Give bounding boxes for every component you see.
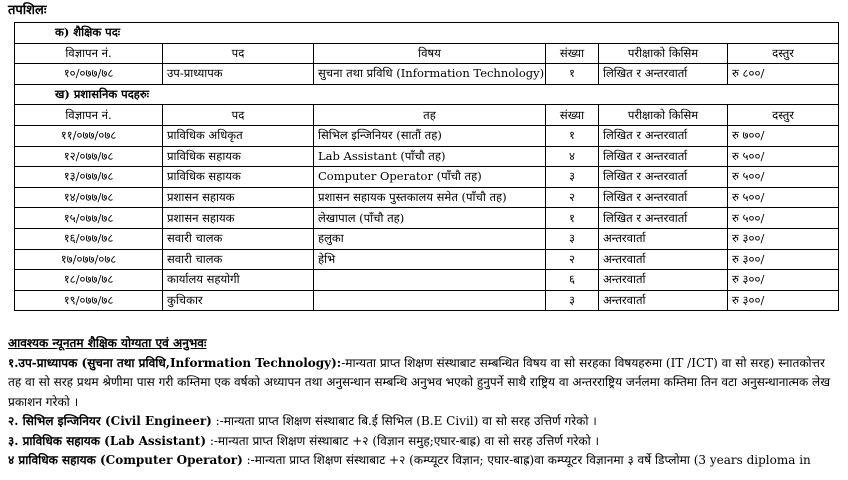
table-row bbox=[15, 228, 839, 249]
table-row bbox=[15, 187, 839, 208]
qualification-item bbox=[8, 412, 840, 432]
table-cell: १३/०७७/७८ bbox=[15, 167, 163, 188]
qualifications-title: आवश्यक न्यूनतम शैक्षिक योग्यता एवं अनुभवः bbox=[8, 336, 207, 350]
table-header-row bbox=[15, 105, 839, 126]
qualification-text: :-मान्यता प्राप्त शिक्षण संस्थाबाट +२ (कम्प्यूटर विज्ञान; एघार-बाह्र)वा कम्प्यूटर विज्ञानमा ३ वर्षे डिप्लोमा (3 years diploma in bbox=[242, 453, 811, 467]
table-cell: ३ bbox=[546, 228, 599, 249]
table-cell: विषय bbox=[314, 43, 546, 64]
qualification-label: ४ प्राविधिक सहायक (Computer Operator) bbox=[8, 453, 243, 467]
table-row bbox=[15, 208, 839, 229]
table-cell: २ bbox=[546, 187, 599, 208]
table-cell: लिखित र अन्तरवार्ता bbox=[599, 187, 728, 208]
table-cell: १४/०७७/७८ bbox=[15, 187, 163, 208]
table-cell: लिखित र अन्तरवार्ता bbox=[599, 167, 728, 188]
table-cell: २ bbox=[546, 249, 599, 270]
table-cell: प्राविधिक सहायक bbox=[163, 167, 314, 188]
table-cell: अन्तरवार्ता bbox=[599, 228, 728, 249]
table-cell: १७/०७७/०७८ bbox=[15, 249, 163, 270]
table-cell: रु ३००/ bbox=[728, 249, 839, 270]
qualification-item bbox=[8, 354, 840, 413]
table-cell: ६ bbox=[546, 270, 599, 291]
table-cell: रु ५००/ bbox=[728, 146, 839, 167]
table-cell: प्रशासन सहायक bbox=[163, 208, 314, 229]
table-row bbox=[15, 125, 839, 146]
section-title-row bbox=[15, 84, 839, 105]
table-cell: ११/०७७/०७८ bbox=[15, 125, 163, 146]
table-cell: १५/०७७/७८ bbox=[15, 208, 163, 229]
qualification-item bbox=[8, 451, 840, 471]
table-cell bbox=[314, 290, 546, 311]
table-cell: अन्तरवार्ता bbox=[599, 270, 728, 291]
table-cell: रु ५००/ bbox=[728, 208, 839, 229]
table-cell: अन्तरवार्ता bbox=[599, 290, 728, 311]
table-cell: विज्ञापन नं. bbox=[15, 105, 163, 126]
table-cell bbox=[314, 270, 546, 291]
table-cell: तह bbox=[314, 105, 546, 126]
table-cell: लेखापाल (पाँचौ तह) bbox=[314, 208, 546, 229]
table-row bbox=[15, 167, 839, 188]
section-title: क) शैक्षिक पदः bbox=[15, 23, 839, 44]
table-cell: कार्यालय सहयोगी bbox=[163, 270, 314, 291]
table-cell: लिखित र अन्तरवार्ता bbox=[599, 208, 728, 229]
table-cell: १८/०७७/७८ bbox=[15, 270, 163, 291]
table-cell: रु ३००/ bbox=[728, 290, 839, 311]
table-cell: १६/०७७/७८ bbox=[15, 228, 163, 249]
table-cell: प्राविधिक अधिकृत bbox=[163, 125, 314, 146]
table-cell: रु ७००/ bbox=[728, 125, 839, 146]
table-cell: रु ३००/ bbox=[728, 228, 839, 249]
table-cell: रु ५००/ bbox=[728, 167, 839, 188]
qualification-text: :-मान्यता प्राप्त शिक्षण संस्थाबाट +२ (विज्ञान समुह;एघार-बाह्र) वा सो सरह उत्तिर्ण गरेको । bbox=[206, 433, 600, 448]
table-row bbox=[15, 270, 839, 291]
table-cell: ३ bbox=[546, 167, 599, 188]
table-cell: प्रशासन सहायक पुस्तकालय समेत (पाँचौ तह) bbox=[314, 187, 546, 208]
qualification-text: -मान्यता प्राप्त शिक्षण संस्थाबाट सम्बन्धित विषय वा सो सरहका विषयहरुमा (IT /ICT) वा सो सरह) स्नातकोत्तर तह वा सो सरह प्रथम श्रेणीमा पास गरी कम्तिमा एक वर्षको अध्यापन तथा अनुसन्धान सम्बन्धि अनुभव भएको हुनुपर्ने साथै राष्ट्रिय वा अन्तरराष्ट्रिय जर्नलमा कम्तिमा तिन वटा अनुसन्धानात्मक लेख प्रकाशन गरेको । bbox=[8, 355, 831, 409]
table-cell: १९/०७७/७८ bbox=[15, 290, 163, 311]
qualification-item bbox=[8, 432, 840, 452]
table-row bbox=[15, 146, 839, 167]
table-cell: प्रशासन सहायक bbox=[163, 187, 314, 208]
table-cell: परीक्षाको किसिम bbox=[599, 105, 728, 126]
table-cell: सिभिल इन्जिनियर (सातौं तह) bbox=[314, 125, 546, 146]
qualifications-section bbox=[8, 334, 840, 471]
table-header-row bbox=[15, 43, 839, 64]
table-cell: १०/०७७/७८ bbox=[15, 64, 163, 85]
table-cell: हेभि bbox=[314, 249, 546, 270]
table-cell: कुचिकार bbox=[163, 290, 314, 311]
vacancy-table bbox=[14, 22, 839, 311]
table-cell: १ bbox=[546, 64, 599, 85]
table-cell: Lab Assistant (पाँचौ तह) bbox=[314, 146, 546, 167]
table-cell: प्राविधिक सहायक bbox=[163, 146, 314, 167]
table-cell: संख्या bbox=[546, 105, 599, 126]
table-cell: ३ bbox=[546, 290, 599, 311]
page-heading: तपशिलः bbox=[8, 3, 47, 18]
table-cell: रु ५००/ bbox=[728, 187, 839, 208]
table-cell: दस्तुर bbox=[728, 43, 839, 64]
qualification-label: २. सिभिल इन्जिनियर (Civil Engineer) bbox=[8, 414, 212, 428]
table-row bbox=[15, 64, 839, 85]
table-cell: सुचना तथा प्रविधि (Information Technology) bbox=[314, 64, 546, 85]
table-cell: पद bbox=[163, 105, 314, 126]
section-title: ख) प्रशासनिक पदहरुः bbox=[15, 84, 839, 105]
table-cell: दस्तुर bbox=[728, 105, 839, 126]
table-cell: सवारी चालक bbox=[163, 249, 314, 270]
table-cell: लिखित र अन्तरवार्ता bbox=[599, 64, 728, 85]
qualification-label: ३. प्राविधिक सहायक (Lab Assistant) bbox=[8, 433, 206, 448]
qualification-text: :-मान्यता प्राप्त शिक्षण संस्थाबाट बि.ई सिभिल (B.E Civil) वा सो सरह उत्तिर्ण गरेको । bbox=[211, 414, 597, 428]
table-cell: रु ८००/ bbox=[728, 64, 839, 85]
qualification-label: १.उप-प्राध्यापक (सुचना तथा प्रविधि,Information Technology): bbox=[8, 355, 342, 370]
table-cell: परीक्षाको किसिम bbox=[599, 43, 728, 64]
table-cell: रु ३००/ bbox=[728, 270, 839, 291]
table-cell: उप-प्राध्यापक bbox=[163, 64, 314, 85]
table-cell: Computer Operator (पाँचौ तह) bbox=[314, 167, 546, 188]
table-cell: सवारी चालक bbox=[163, 228, 314, 249]
table-cell: १ bbox=[546, 125, 599, 146]
table-cell: पद bbox=[163, 43, 314, 64]
table-cell: अन्तरवार्ता bbox=[599, 249, 728, 270]
section-title-row bbox=[15, 23, 839, 44]
table-cell: हलुका bbox=[314, 228, 546, 249]
table-cell: १ bbox=[546, 208, 599, 229]
table-cell: विज्ञापन नं. bbox=[15, 43, 163, 64]
table-row bbox=[15, 249, 839, 270]
table-cell: संख्या bbox=[546, 43, 599, 64]
table-row bbox=[15, 290, 839, 311]
table-cell: लिखित र अन्तरवार्ता bbox=[599, 125, 728, 146]
table-cell: १२/०७७/७८ bbox=[15, 146, 163, 167]
table-cell: ४ bbox=[546, 146, 599, 167]
table-cell: लिखित र अन्तरवार्ता bbox=[599, 146, 728, 167]
